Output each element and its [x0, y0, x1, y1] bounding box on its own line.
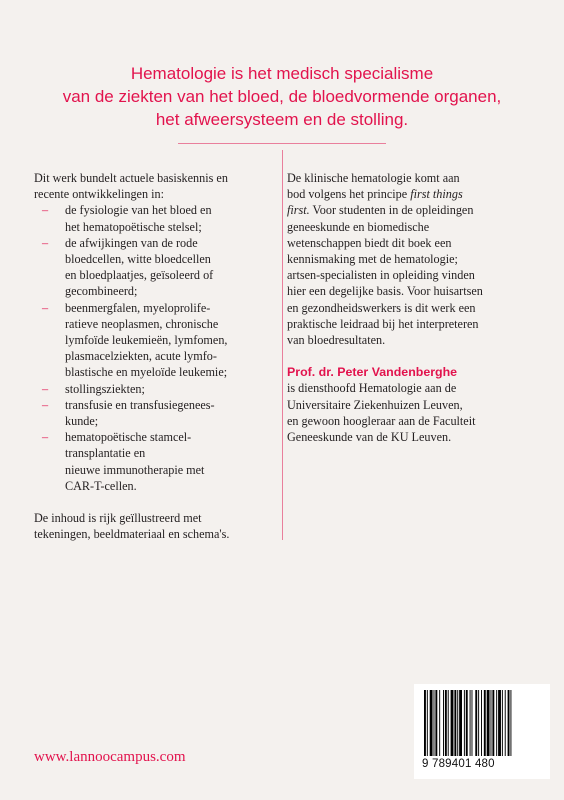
barcode-bar — [430, 690, 433, 756]
description-paragraph — [287, 170, 532, 348]
intro-paragraph — [34, 170, 276, 202]
text-line: De inhoud is rijk geïllustreerd met — [34, 511, 202, 526]
barcode-bar — [439, 690, 440, 756]
text-line: beenmergfalen, myeloprolife- — [65, 300, 211, 315]
barcode-bar — [427, 690, 428, 756]
barcode-bar — [451, 690, 454, 756]
list-item — [34, 235, 276, 300]
right-column — [287, 170, 532, 445]
dash-bullet: – — [42, 397, 49, 412]
text-line: kennismaking met de hematologie; — [287, 252, 458, 267]
list-item — [34, 202, 276, 234]
text-line: transplantatie en — [65, 446, 146, 461]
barcode-bar — [498, 690, 501, 756]
dash-bullet: – — [42, 203, 49, 218]
barcode-bar — [443, 690, 444, 756]
text-line: artsen-specialisten in opleiding vinden — [287, 268, 475, 283]
dash-bullet: – — [42, 430, 49, 445]
text-line: lymfoïde leukemieën, lymfomen, — [65, 333, 228, 348]
list-item — [34, 300, 276, 381]
tagline-line: van de ziekten van het bloed, de bloedvormende organen, — [62, 87, 502, 106]
barcode-bar — [470, 690, 471, 756]
text-line: Universitaire Ziekenhuizen Leuven, — [287, 397, 463, 412]
text-line: en bloedplaatjes, geïsoleerd of — [65, 268, 214, 283]
barcode-bar — [466, 690, 468, 756]
text-line — [287, 203, 473, 217]
text-line: tekeningen, beeldmateriaal en schema's. — [34, 527, 230, 542]
closing-paragraph — [34, 510, 276, 542]
text-fragment: Voor studenten in de opleidingen — [309, 203, 474, 218]
barcode-bar — [491, 690, 492, 756]
text-line: wetenschappen biedt dit boek een — [287, 235, 452, 250]
text-line: stollingsziekten; — [65, 381, 145, 396]
list-item — [34, 397, 276, 429]
barcode-bar — [448, 690, 449, 756]
isbn-number: 9 789401 480 — [422, 758, 495, 770]
text-line: gecombineerd; — [65, 284, 138, 299]
text-line: het hematopoëtische stelsel; — [65, 219, 202, 234]
text-line: recente ontwikkelingen in: — [34, 187, 164, 202]
italic-phrase: first. — [287, 203, 310, 218]
text-line: Geneeskunde van de KU Leuven. — [287, 430, 452, 445]
text-line: nieuwe immunotherapie met — [65, 462, 205, 477]
text-line: blastische en myeloïde leukemie; — [65, 365, 228, 380]
topic-list — [34, 202, 276, 494]
text-line: de fysiologie van het bloed en — [65, 203, 212, 218]
barcode-bar — [492, 690, 494, 756]
tagline-line: het afweersysteem en de stolling. — [155, 110, 409, 129]
barcode-bar — [464, 690, 465, 756]
barcode-bar — [424, 690, 426, 756]
text-line: en gezondheidswerkers is dit werk een — [287, 300, 476, 315]
horizontal-divider — [178, 143, 386, 144]
dash-bullet: – — [42, 300, 49, 315]
barcode-bars — [424, 690, 542, 756]
text-line: en gewoon hoogleraar aan de Faculteit — [287, 413, 476, 428]
dash-bullet: – — [42, 381, 49, 396]
barcode-bar — [508, 690, 510, 756]
text-line: praktische leidraad bij het interpreteren — [287, 316, 479, 331]
barcode-bar — [445, 690, 447, 756]
barcode-bar — [502, 690, 503, 756]
barcode-bar — [435, 690, 437, 756]
text-line: kunde; — [65, 414, 99, 429]
barcode-bar — [510, 690, 511, 756]
barcode-bar — [481, 690, 482, 756]
barcode-bar — [454, 690, 456, 756]
barcode-bar — [505, 690, 506, 756]
text-line: plasmacelziekten, acute lymfo- — [65, 349, 217, 364]
barcode — [414, 684, 550, 779]
text-line — [287, 187, 463, 201]
text-fragment: bod volgens het principe — [287, 187, 411, 202]
barcode-bar — [434, 690, 435, 756]
text-line: geneeskunde en biomedische — [287, 219, 430, 234]
text-line: CAR-T-cellen. — [65, 478, 137, 493]
text-line: Dit werk bundelt actuele basiskennis en — [34, 171, 228, 185]
vertical-divider — [282, 150, 283, 540]
text-line: hier een degelijke basis. Voor huisartsen — [287, 284, 483, 299]
text-line: bloedcellen, witte bloedcellen — [65, 252, 211, 267]
author-name: Prof. dr. Peter Vandenberghe — [287, 365, 458, 380]
text-line: transfusie en transfusiegenees- — [65, 397, 215, 412]
text-line: ratieve neoplasmen, chronische — [65, 316, 219, 331]
italic-phrase: first things — [410, 187, 463, 202]
text-line: De klinische hematologie komt aan — [287, 171, 460, 185]
barcode-bar — [478, 690, 479, 756]
publisher-url[interactable]: www.lannoocampus.com — [34, 749, 186, 765]
tagline-line: Hematologie is het medisch specialisme — [130, 64, 434, 83]
barcode-bar — [484, 690, 486, 756]
barcode-bar — [475, 690, 477, 756]
barcode-bar — [457, 690, 458, 756]
barcode-bar — [496, 690, 497, 756]
left-column — [34, 170, 276, 542]
list-item — [34, 429, 276, 494]
dash-bullet: – — [42, 235, 49, 250]
text-line: hematopoëtische stamcel- — [65, 430, 192, 445]
list-item — [34, 381, 276, 397]
barcode-bar — [459, 690, 462, 756]
tagline — [0, 62, 564, 131]
text-line: van bloedresultaten. — [287, 333, 386, 348]
text-line: is diensthoofd Hematologie aan de — [287, 381, 457, 396]
barcode-bar — [472, 690, 473, 756]
author-bio — [287, 364, 532, 445]
text-line: de afwijkingen van de rode — [65, 235, 198, 250]
barcode-bar — [487, 690, 490, 756]
